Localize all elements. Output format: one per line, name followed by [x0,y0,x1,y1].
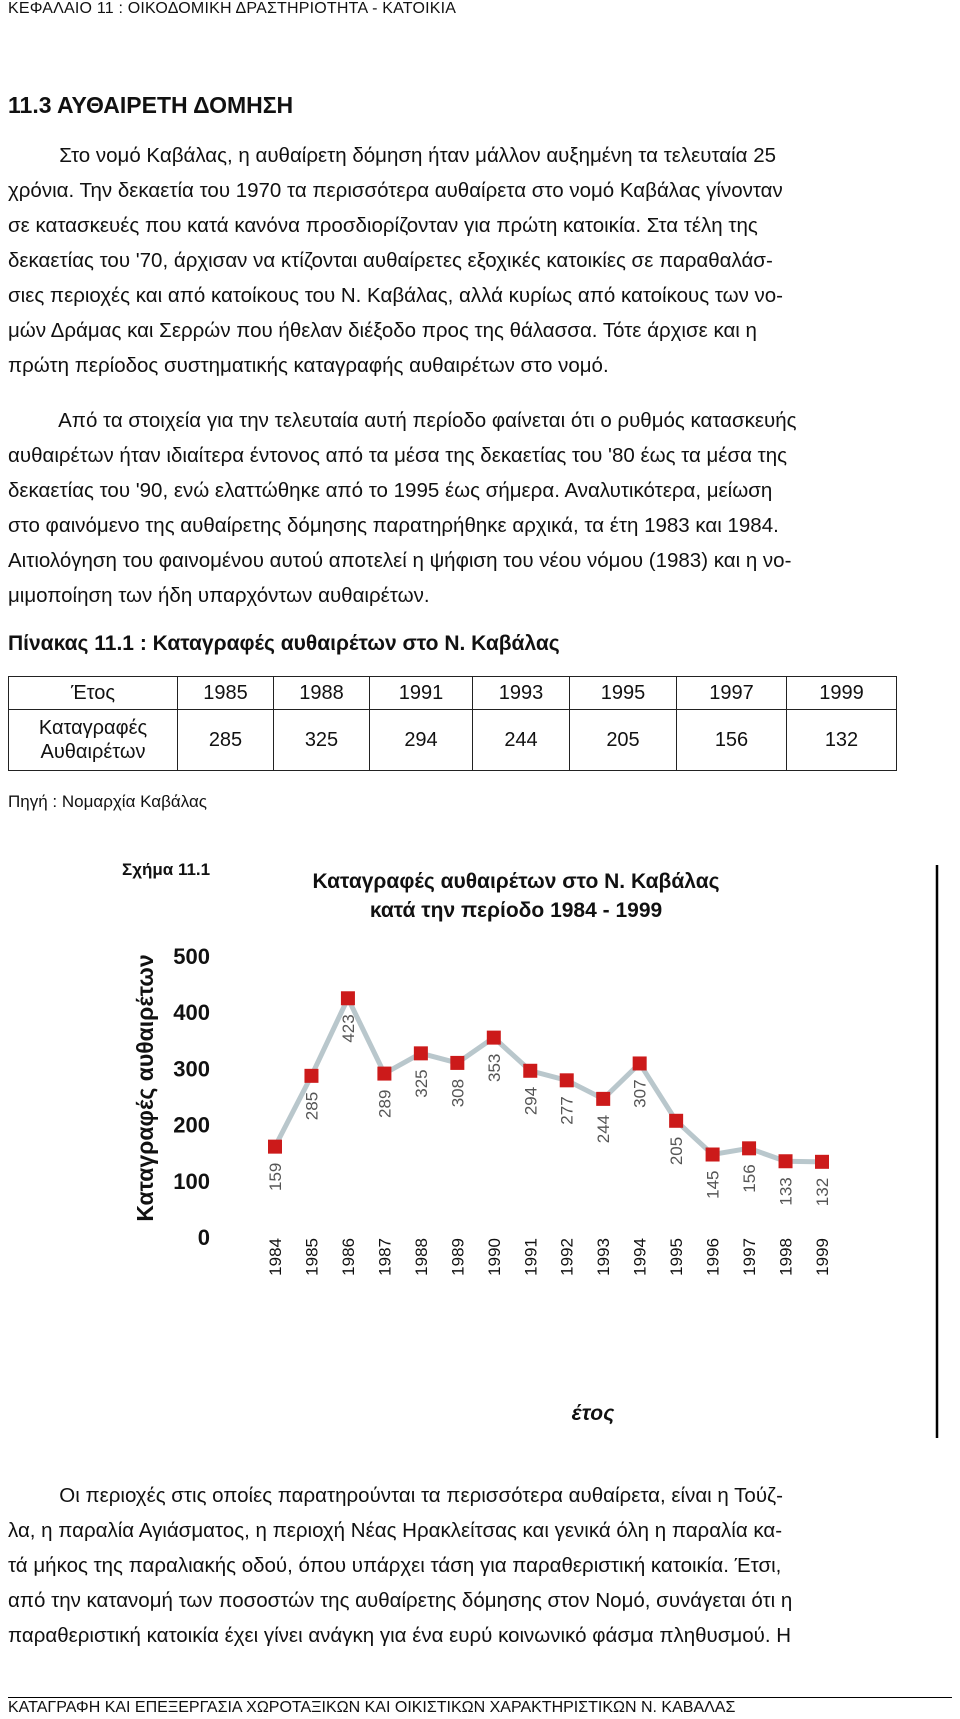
x-tick-label: 1999 [813,1238,832,1276]
data-point [341,991,355,1005]
running-footer: ΚΑΤΑΓΡΑΦΗ ΚΑΙ ΕΠΕΞΕΡΓΑΣΙΑ ΧΩΡΟΤΑΞΙΚΩΝ ΚΑΙ ΟΙΚΙΣΤΙΚΩΝ ΧΑΡΑΚΤΗΡΙΣΤΙΚΩΝ Ν. ΚΑΒΑΛΑΣ [8,1699,736,1716]
data-label: 353 [484,1053,504,1082]
data-label: 133 [776,1177,796,1206]
data-label: 205 [667,1136,687,1166]
data-label: 132 [813,1177,832,1207]
data-point [633,1056,647,1070]
text-line: χρόνια. Την δεκαετία του 1970 τα περισσότερα αυθαίρετα στο νομό Καβάλας γίνονταν [8,179,783,202]
row-label-line: Αυθαιρέτων [40,741,146,763]
y-tick-label: 200 [173,1112,210,1138]
data-label: 308 [448,1078,468,1108]
x-tick-label: 1987 [375,1238,395,1276]
data-label: 159 [266,1162,285,1192]
figure-label: Σχήμα 11.1 [122,860,211,879]
data-point [706,1148,720,1162]
table-cell-value: 285 [178,710,274,771]
table-cell-value: 132 [787,710,897,771]
table-cell-value: 244 [473,710,570,771]
table-cell-value: 325 [274,710,370,771]
table-cell-value: 156 [677,710,787,771]
data-label: 277 [557,1096,577,1125]
text-line: παραθεριστική κατοικία έχει γίνει ανάγκη για ένα ευρύ κοινωνικό φάσμα πληθυσμού. Η [8,1624,792,1647]
y-tick-label: 500 [173,944,210,969]
table-cell-year: 1988 [274,677,370,710]
table-cell-year: 1995 [570,677,677,710]
text-line: Αιτιολόγηση του φαινομένου αυτού αποτελεί η ψήφιση του νέου νόμου (1983) και η νο- [8,549,792,572]
chart-subtitle: κατά την περίοδο 1984 - 1999 [369,899,663,922]
table-cell-year: 1985 [178,677,274,710]
text-line: μών Δράμας και Σερρών που ήθελαν διέξοδο προς της θάλασσα. Τότε άρχισε και η [8,319,757,342]
y-tick-label: 100 [173,1168,210,1194]
data-point [669,1114,683,1128]
x-tick-label: 1992 [557,1238,577,1276]
paragraph-2 [8,403,952,613]
table-cell-value: 294 [370,710,473,771]
text-line: δεκαετίας του '90, ενώ ελαττώθηκε από το 1995 έως σήμερα. Αναλυτικότερα, μείωση [8,479,773,502]
data-label: 145 [703,1170,723,1199]
chart-title: Καταγραφές αυθαιρέτων στο Ν. Καβάλας [312,870,720,893]
text-line: μιμοποίηση των ήδη υπαρχόντων αυθαιρέτων. [8,584,430,607]
x-tick-label: 1998 [776,1238,796,1276]
x-tick-label: 1994 [630,1238,650,1276]
y-tick-label: 0 [197,1225,210,1250]
table-title: Πίνακας 11.1 : Καταγραφές αυθαιρέτων στο Ν. Καβάλας [8,632,560,655]
data-point [487,1031,501,1045]
data-point [268,1140,282,1154]
data-point [414,1046,428,1060]
section-title: 11.3 ΑΥΘΑΙΡΕΤΗ ΔΟΜΗΣΗ [8,92,294,118]
x-tick-label: 1995 [667,1238,687,1276]
table-row-years [9,677,897,710]
row-label-year: Έτος [9,677,178,710]
data-label: 285 [302,1091,322,1121]
data-point [560,1073,574,1087]
row-label-line: Καταγραφές [38,717,148,739]
data-label: 307 [630,1079,650,1108]
text-line: τά μήκος της παραλιακής οδού, όπου υπάρχει τάση για παραθεριστική κατοικία. Έτσι, [8,1554,782,1577]
text-line: στο φαινόμενο της αυθαίρετης δόμησης παρατηρήθηκε αρχικά, τα έτη 1983 και 1984. [8,514,779,537]
table-cell-value: 205 [570,710,677,771]
data-label: 325 [411,1069,431,1098]
row-label-records [9,710,178,771]
text-line: από την κατανομή των ποσοστών της αυθαίρετης δόμησης στον Νομό, συνάγεται ότι η [8,1589,793,1612]
running-header: ΚΕΦΑΛΑΙΟ 11 : ΟΙΚΟΔΟΜΙΚΗ ΔΡΑΣΤΗΡΙΟΤΗΤΑ - ΚΑΤΟΙΚΙΑ [8,0,457,17]
table-cell-year: 1993 [473,677,570,710]
footer-divider [8,1697,952,1698]
x-axis-label: έτος [571,1402,615,1425]
table-cell-year: 1997 [677,677,787,710]
data-point [742,1141,756,1155]
data-label: 156 [740,1164,760,1193]
paragraph-1 [8,138,952,383]
x-tick-label: 1984 [266,1238,285,1276]
x-tick-label: 1985 [302,1238,322,1276]
data-point [450,1056,464,1070]
text-line: σιες περιοχές και από κατοίκους του Ν. Καβάλας, αλλά κυρίως από κατοίκους των νο- [8,284,784,307]
data-point [815,1155,829,1169]
data-point [523,1064,537,1078]
x-tick-label: 1996 [703,1238,723,1276]
records-table [8,676,897,771]
x-tick-label: 1993 [594,1238,614,1276]
paragraph-3 [8,1478,952,1653]
x-tick-label: 1989 [448,1238,468,1276]
text-line: Από τα στοιχεία για την τελευταία αυτή περίοδο φαίνεται ότι ο ρυθμός κατασκευής [8,409,797,432]
y-axis-label: Καταγραφές αυθαιρέτων [132,954,158,1222]
table-cell-year: 1999 [787,677,897,710]
y-tick-label: 300 [173,1056,210,1082]
data-label: 289 [375,1089,395,1118]
text-line: αυθαιρέτων ήταν ιδιαίτερα έντονος από τα μέσα της δεκαετίας του '80 έως τα μέσα της [8,444,788,467]
x-tick-label: 1988 [411,1238,431,1276]
text-line: λα, η παραλία Αγιάσματος, η περιοχή Νέας Ηρακλείτσας και γενικά όλη η παραλία κα- [8,1519,783,1542]
table-cell-year: 1991 [370,677,473,710]
data-point [779,1154,793,1168]
y-tick-label: 400 [173,1000,210,1026]
table-row-records [9,710,897,771]
text-line: Οι περιοχές στις οποίες παρατηρούνται τα περισσότερα αυθαίρετα, είναι η Τούζ- [8,1484,783,1507]
data-label: 244 [594,1114,614,1144]
data-point [596,1092,610,1106]
table-source: Πηγή : Νομαρχία Καβάλας [8,792,207,811]
text-line: σε κατασκευές που κατά κανόνα προσδιορίζονταν για πρώτη κατοικία. Στα τέλη της [8,214,758,237]
line-chart [120,855,950,1450]
data-point [377,1067,391,1081]
data-label: 423 [338,1014,358,1043]
x-tick-label: 1997 [740,1238,760,1276]
x-tick-label: 1986 [338,1238,358,1276]
text-line: πρώτη περίοδος συστηματικής καταγραφής αυθαιρέτων στο νομό. [8,354,609,377]
text-line: Στο νομό Καβάλας, η αυθαίρετη δόμηση ήταν μάλλον αυξημένη τα τελευταία 25 [8,144,777,167]
x-tick-label: 1991 [521,1238,541,1276]
x-tick-label: 1990 [484,1238,504,1276]
text-line: δεκαετίας του '70, άρχισαν να κτίζονται αυθαίρετες εξοχικές κατοικίες σε παραθαλάσ- [8,249,773,272]
data-point [304,1069,318,1083]
data-label: 294 [521,1086,541,1116]
